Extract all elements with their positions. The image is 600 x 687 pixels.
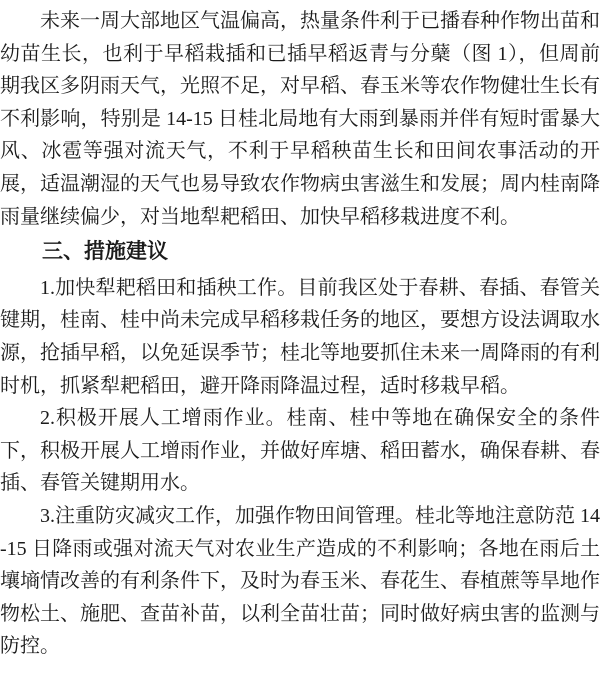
measure-item-2: 2.积极开展人工增雨作业。桂南、桂中等地在确保安全的条件下，积极开展人工增雨作业，并做好库塘、稻田蓄水，确保春耕、春插、春管关键期用水。 [0,407,600,495]
measure-item-3: 3.注重防灾减灾工作，加强作物田间管理。桂北等地注意防范 14-15 日降雨或强对流天气对农业生产造成的不利影响；各地在雨后土壤墒情改善的有利条件下，及时为春玉米、春花生、春植蔗等旱地作物松土、施肥、查苗补苗，以利全苗壮苗；同时做好病虫害的监测与防控。 [0,504,600,658]
section-heading-measures: 三、措施建议 [42,240,168,264]
measure-item-1: 1.加快犁耙稻田和插秧工作。目前我区处于春耕、春插、春管关键期，桂南、桂中尚未完成早稻移栽任务的地区，要想方设法调取水源，抢插早稻，以免延误季节；桂北等地要抓住未来一周降雨的有利时机，抓紧犁耙稻田，避开降雨降温过程，适时移栽早稻。 [0,276,600,397]
paragraph-weather-outlook: 未来一周大部地区气温偏高，热量条件利于已播春种作物出苗和幼苗生长，也利于早稻栽插和已插早稻返青与分蘖（图 1），但周前期我区多阴雨天气，光照不足，对早稻、春玉米等农作物健壮生长有不利影响，特别是 14-15 日桂北局地有大雨到暴雨并伴有短时雷暴大风、冰雹等强对流天气，不利于早稻秧苗生长和田间农事活动的开展，适温潮湿的天气也易导致农作物病虫害滋生和发展；周内桂南降雨量继续偏少，对当地犁耙稻田、加快早稻移栽进度不利。 [0,10,600,228]
